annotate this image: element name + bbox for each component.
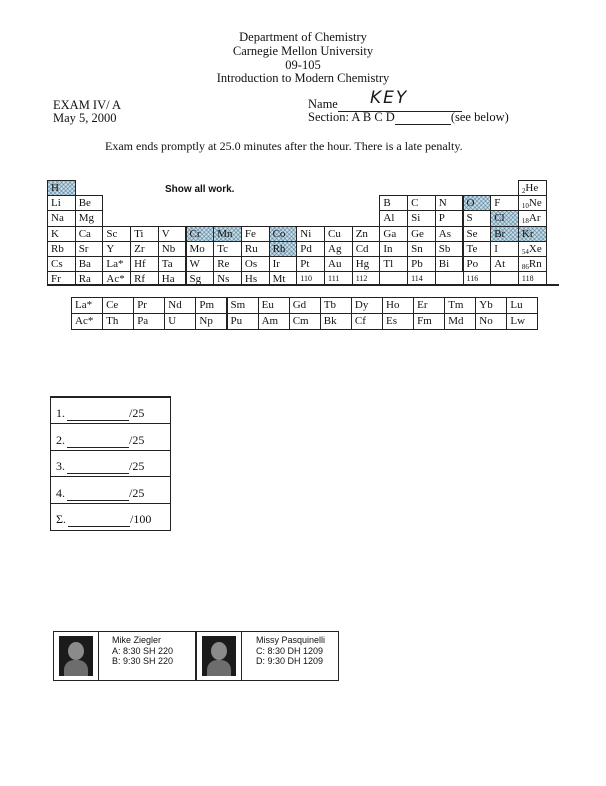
element-symbol: K (51, 228, 59, 240)
element-symbol: La* (75, 299, 93, 311)
element-cell (407, 210, 436, 227)
element-symbol: Cl (494, 212, 505, 224)
name-value: KEY (370, 88, 409, 108)
element-symbol: Nd (168, 299, 182, 311)
element-symbol: Th (106, 315, 119, 327)
table-rule (47, 284, 559, 286)
element-cell (413, 297, 445, 314)
ta-section-c: C: 8:30 DH 1209 (256, 646, 324, 656)
element-symbol: Ga (383, 228, 397, 240)
element-cell (102, 256, 131, 272)
element-cell (213, 256, 242, 272)
department-line: Department of Chemistry (239, 30, 367, 44)
element-symbol: Li (51, 197, 61, 209)
element-symbol: Ba (78, 258, 91, 270)
element-symbol: He (525, 182, 539, 194)
element-symbol: Hf (134, 258, 146, 270)
element-symbol: Rn (528, 258, 542, 270)
element-symbol: Kr (521, 228, 534, 240)
element-symbol: Nb (161, 243, 176, 255)
university-line: Carnegie Mellon University (232, 44, 374, 58)
element-cell (382, 313, 414, 330)
element-cell (133, 297, 165, 314)
element-symbol: Cd (355, 243, 369, 255)
element-symbol: Ni (300, 228, 312, 240)
element-cell (475, 313, 507, 330)
element-symbol: Cu (328, 228, 341, 240)
element-symbol: As (438, 228, 452, 240)
element-cell (490, 241, 519, 257)
element-cell (195, 297, 227, 314)
element-symbol: Al (383, 212, 395, 224)
exam-title: EXAM IV/ A (53, 98, 122, 112)
element-cell (518, 241, 547, 257)
ta-photo (59, 636, 93, 676)
element-cell (320, 297, 352, 314)
ta-section-d: D: 9:30 DH 1209 (256, 656, 324, 666)
element-cell (490, 256, 519, 272)
element-cell (102, 313, 134, 330)
element-cell (47, 241, 76, 257)
element-symbol: Ce (106, 299, 119, 311)
element-symbol: Tl (383, 258, 394, 270)
element-symbol: Hg (355, 258, 370, 270)
section-line (395, 111, 451, 125)
element-cell (47, 180, 76, 196)
question-number: Σ. (56, 512, 66, 526)
max-points: /25 (129, 485, 145, 500)
element-cell (289, 297, 321, 314)
element-cell (379, 256, 408, 272)
question-number: 4. (56, 485, 65, 500)
element-symbol: Xe (528, 243, 542, 255)
element-cell (352, 226, 381, 242)
element-cell (186, 241, 215, 257)
element-symbol: 116 (466, 274, 479, 283)
element-symbol: Os (244, 258, 258, 270)
question-number: 2. (56, 432, 65, 447)
element-cell (258, 297, 290, 314)
element-symbol: Na (51, 212, 64, 224)
element-symbol: Ge (411, 228, 424, 240)
element-symbol: Lu (510, 299, 523, 311)
element-cell (296, 241, 325, 257)
element-symbol: W (189, 258, 200, 270)
element-cell (435, 256, 464, 272)
element-symbol: Cf (354, 315, 366, 327)
element-cell (463, 241, 492, 257)
element-cell (47, 256, 76, 272)
element-symbol: Fm (417, 315, 432, 327)
element-symbol: Ac* (106, 273, 125, 285)
show-work-instruction: Show all work. (165, 184, 235, 195)
element-symbol: Yb (479, 299, 493, 311)
name-label: Name (308, 97, 338, 111)
element-symbol: 111 (328, 274, 340, 283)
element-symbol: Tb (323, 299, 337, 311)
score-blank[interactable] (67, 436, 129, 448)
question-number: 3. (56, 459, 65, 473)
element-symbol: O (466, 197, 475, 209)
element-symbol: Y (106, 243, 115, 255)
element-symbol: F (494, 197, 501, 209)
element-cell (186, 256, 215, 272)
element-cell (102, 241, 131, 257)
element-symbol: Ti (134, 228, 144, 240)
atomic-number: 10 (521, 202, 529, 210)
element-cell (130, 241, 159, 257)
element-cell (352, 241, 381, 257)
atomic-number: 54 (521, 248, 529, 256)
element-cell (463, 226, 492, 242)
ta-box-ziegler (53, 631, 196, 681)
element-symbol: Md (448, 315, 464, 327)
element-cell (269, 256, 298, 272)
element-cell (435, 210, 464, 227)
element-symbol: Sn (411, 243, 423, 255)
element-cell (47, 210, 76, 227)
score-blank[interactable] (67, 489, 129, 501)
element-symbol: Lw (510, 315, 526, 327)
element-symbol: B (383, 197, 391, 209)
element-symbol: Se (466, 228, 478, 240)
element-cell (518, 226, 547, 242)
element-cell (75, 256, 104, 272)
element-cell (227, 297, 259, 314)
course-title: Introduction to Modern Chemistry (216, 71, 390, 85)
element-cell (463, 210, 492, 227)
ta-name: Mike Ziegler (112, 635, 162, 645)
score-row (51, 398, 170, 424)
section-label: Section: A B C D (308, 110, 395, 124)
element-symbol: La* (106, 258, 124, 270)
element-cell (241, 226, 270, 242)
element-symbol: Be (78, 197, 91, 209)
element-symbol: Pd (300, 243, 312, 255)
element-symbol: P (438, 212, 445, 224)
element-cell (352, 256, 381, 272)
element-symbol: Dy (354, 299, 369, 311)
element-symbol: Ca (78, 228, 91, 240)
element-cell (444, 297, 476, 314)
exam-notice: Exam ends promptly at 25.0 minutes after the hour. There is a late penalty. (105, 139, 463, 153)
element-cell (47, 226, 76, 242)
element-symbol: Gd (292, 299, 307, 311)
element-cell (158, 226, 187, 242)
score-row (51, 504, 170, 530)
element-cell (133, 313, 165, 330)
element-cell (75, 241, 104, 257)
element-cell (71, 297, 103, 314)
max-points: /25 (129, 406, 145, 420)
element-cell (213, 226, 242, 242)
element-symbol: Sm (230, 299, 246, 311)
element-cell (463, 195, 492, 211)
element-symbol: Si (411, 212, 421, 224)
max-points: /25 (129, 459, 145, 473)
element-symbol: Pb (411, 258, 423, 270)
element-symbol: Cr (189, 228, 201, 240)
element-symbol: No (479, 315, 493, 327)
element-symbol: Hs (244, 273, 258, 285)
element-cell (506, 313, 538, 330)
element-cell (518, 256, 547, 272)
element-cell (130, 256, 159, 272)
score-blank[interactable] (68, 515, 130, 527)
element-cell (475, 297, 507, 314)
element-symbol: Pm (199, 299, 215, 311)
element-symbol: Bi (438, 258, 450, 270)
element-cell (258, 313, 290, 330)
element-cell (158, 241, 187, 257)
element-symbol: Bk (323, 315, 337, 327)
ta-section-a: A: 8:30 SH 220 (112, 646, 174, 656)
element-cell (490, 226, 519, 242)
element-cell (75, 195, 104, 211)
element-cell (158, 256, 187, 272)
element-symbol: 112 (355, 274, 368, 283)
element-symbol: Ra (78, 273, 91, 285)
element-symbol: I (494, 243, 498, 255)
element-cell (379, 195, 408, 211)
element-symbol: Pu (230, 315, 243, 327)
element-symbol: Ag (328, 243, 342, 255)
score-row (51, 425, 170, 451)
element-cell (241, 241, 270, 257)
element-symbol: Pt (300, 258, 310, 270)
element-symbol: Mn (217, 228, 233, 240)
element-cell (324, 256, 353, 272)
section-note: (see below) (450, 110, 509, 124)
element-symbol: Fe (244, 228, 256, 240)
element-symbol: Ta (161, 258, 173, 270)
element-symbol: Re (217, 258, 230, 270)
element-symbol: In (383, 243, 393, 255)
element-symbol: Cs (51, 258, 63, 270)
element-symbol: Fr (51, 273, 61, 285)
element-cell (490, 210, 519, 227)
element-symbol: Ar (528, 212, 541, 224)
element-cell (213, 241, 242, 257)
element-cell (351, 313, 383, 330)
element-cell (164, 313, 196, 330)
element-cell (379, 210, 408, 227)
element-symbol: Pa (137, 315, 149, 327)
element-symbol: U (168, 315, 177, 327)
element-symbol: S (466, 212, 473, 224)
element-cell (435, 195, 464, 211)
element-symbol: Sg (189, 273, 202, 285)
element-symbol: H (51, 182, 59, 194)
element-cell (407, 195, 436, 211)
element-symbol: Sc (106, 228, 118, 240)
element-cell (289, 313, 321, 330)
element-symbol: Ru (244, 243, 258, 255)
element-cell (75, 226, 104, 242)
element-symbol: Ns (217, 273, 230, 285)
element-symbol: Pr (137, 299, 147, 311)
score-row (51, 478, 170, 504)
element-cell (269, 226, 298, 242)
element-cell (506, 297, 538, 314)
element-symbol: Sb (438, 243, 451, 255)
element-symbol: Tm (448, 299, 464, 311)
element-cell (324, 241, 353, 257)
element-cell (164, 297, 196, 314)
element-symbol: Tc (217, 243, 229, 255)
element-symbol: N (438, 197, 447, 209)
element-cell (413, 313, 445, 330)
element-symbol: Sr (78, 243, 89, 255)
element-cell (227, 313, 259, 330)
element-cell (130, 226, 159, 242)
element-symbol: Np (199, 315, 213, 327)
exam-date: May 5, 2000 (53, 111, 117, 125)
element-cell (407, 241, 436, 257)
element-symbol: Ha (161, 273, 175, 285)
section-field[interactable] (308, 110, 509, 125)
element-cell (407, 256, 436, 272)
element-symbol: Rb (51, 243, 64, 255)
element-symbol: Zr (134, 243, 145, 255)
element-cell (324, 226, 353, 242)
element-symbol: Es (386, 315, 397, 327)
element-cell (269, 241, 298, 257)
element-symbol: Te (466, 243, 478, 255)
element-symbol: Ne (528, 197, 542, 209)
element-symbol: At (494, 258, 506, 270)
element-cell (518, 195, 547, 211)
ta-box-pasquinelli (196, 631, 339, 681)
max-points: /25 (129, 432, 145, 447)
element-cell (435, 241, 464, 257)
element-symbol: Cm (292, 315, 309, 327)
element-cell (47, 195, 76, 211)
element-cell (296, 226, 325, 242)
element-symbol: Am (261, 315, 279, 327)
element-symbol: Mt (272, 273, 286, 285)
element-cell (463, 256, 492, 272)
element-symbol: Mg (78, 212, 94, 224)
element-cell (296, 256, 325, 272)
element-cell (241, 256, 270, 272)
score-box (50, 396, 171, 531)
element-symbol: V (161, 228, 170, 240)
score-blank[interactable] (67, 462, 129, 474)
element-cell (382, 297, 414, 314)
element-symbol: Po (466, 258, 479, 270)
element-cell (379, 241, 408, 257)
element-cell (195, 313, 227, 330)
course-number: 09-105 (285, 58, 321, 72)
element-cell (518, 210, 547, 227)
element-symbol: Rh (272, 243, 286, 255)
element-cell (379, 226, 408, 242)
element-cell (186, 226, 215, 242)
atomic-number: 18 (521, 217, 529, 225)
ta-photo (202, 636, 236, 676)
element-cell (435, 226, 464, 242)
ta-section-b: B: 9:30 SH 220 (112, 656, 174, 666)
element-symbol: Ir (272, 258, 280, 270)
element-symbol: Co (272, 228, 286, 240)
question-number: 1. (56, 406, 65, 420)
element-symbol: Ac* (75, 315, 94, 327)
element-cell (71, 313, 103, 330)
element-symbol: 118 (521, 274, 534, 283)
atomic-number: 86 (521, 263, 529, 271)
element-cell (102, 297, 134, 314)
element-cell (490, 195, 519, 211)
element-symbol: Br (494, 228, 506, 240)
element-symbol: C (411, 197, 419, 209)
element-symbol: Eu (261, 299, 274, 311)
ta-name: Missy Pasquinelli (256, 635, 326, 645)
element-cell (518, 180, 547, 196)
element-cell (444, 313, 476, 330)
score-blank[interactable] (67, 409, 129, 421)
element-symbol: Au (328, 258, 342, 270)
element-symbol: Ho (386, 299, 400, 311)
element-cell (407, 226, 436, 242)
max-points: /100 (129, 512, 152, 526)
element-cell (351, 297, 383, 314)
element-cell (102, 226, 131, 242)
element-symbol: Rf (134, 273, 146, 285)
element-cell (75, 210, 104, 227)
element-symbol: 110 (300, 274, 312, 283)
element-symbol: Er (417, 299, 428, 311)
atomic-number: 2 (521, 187, 526, 195)
element-symbol: Zn (355, 228, 368, 240)
element-cell (320, 313, 352, 330)
element-symbol: Mo (189, 243, 205, 255)
element-symbol: 114 (411, 274, 423, 283)
score-row (51, 451, 170, 477)
